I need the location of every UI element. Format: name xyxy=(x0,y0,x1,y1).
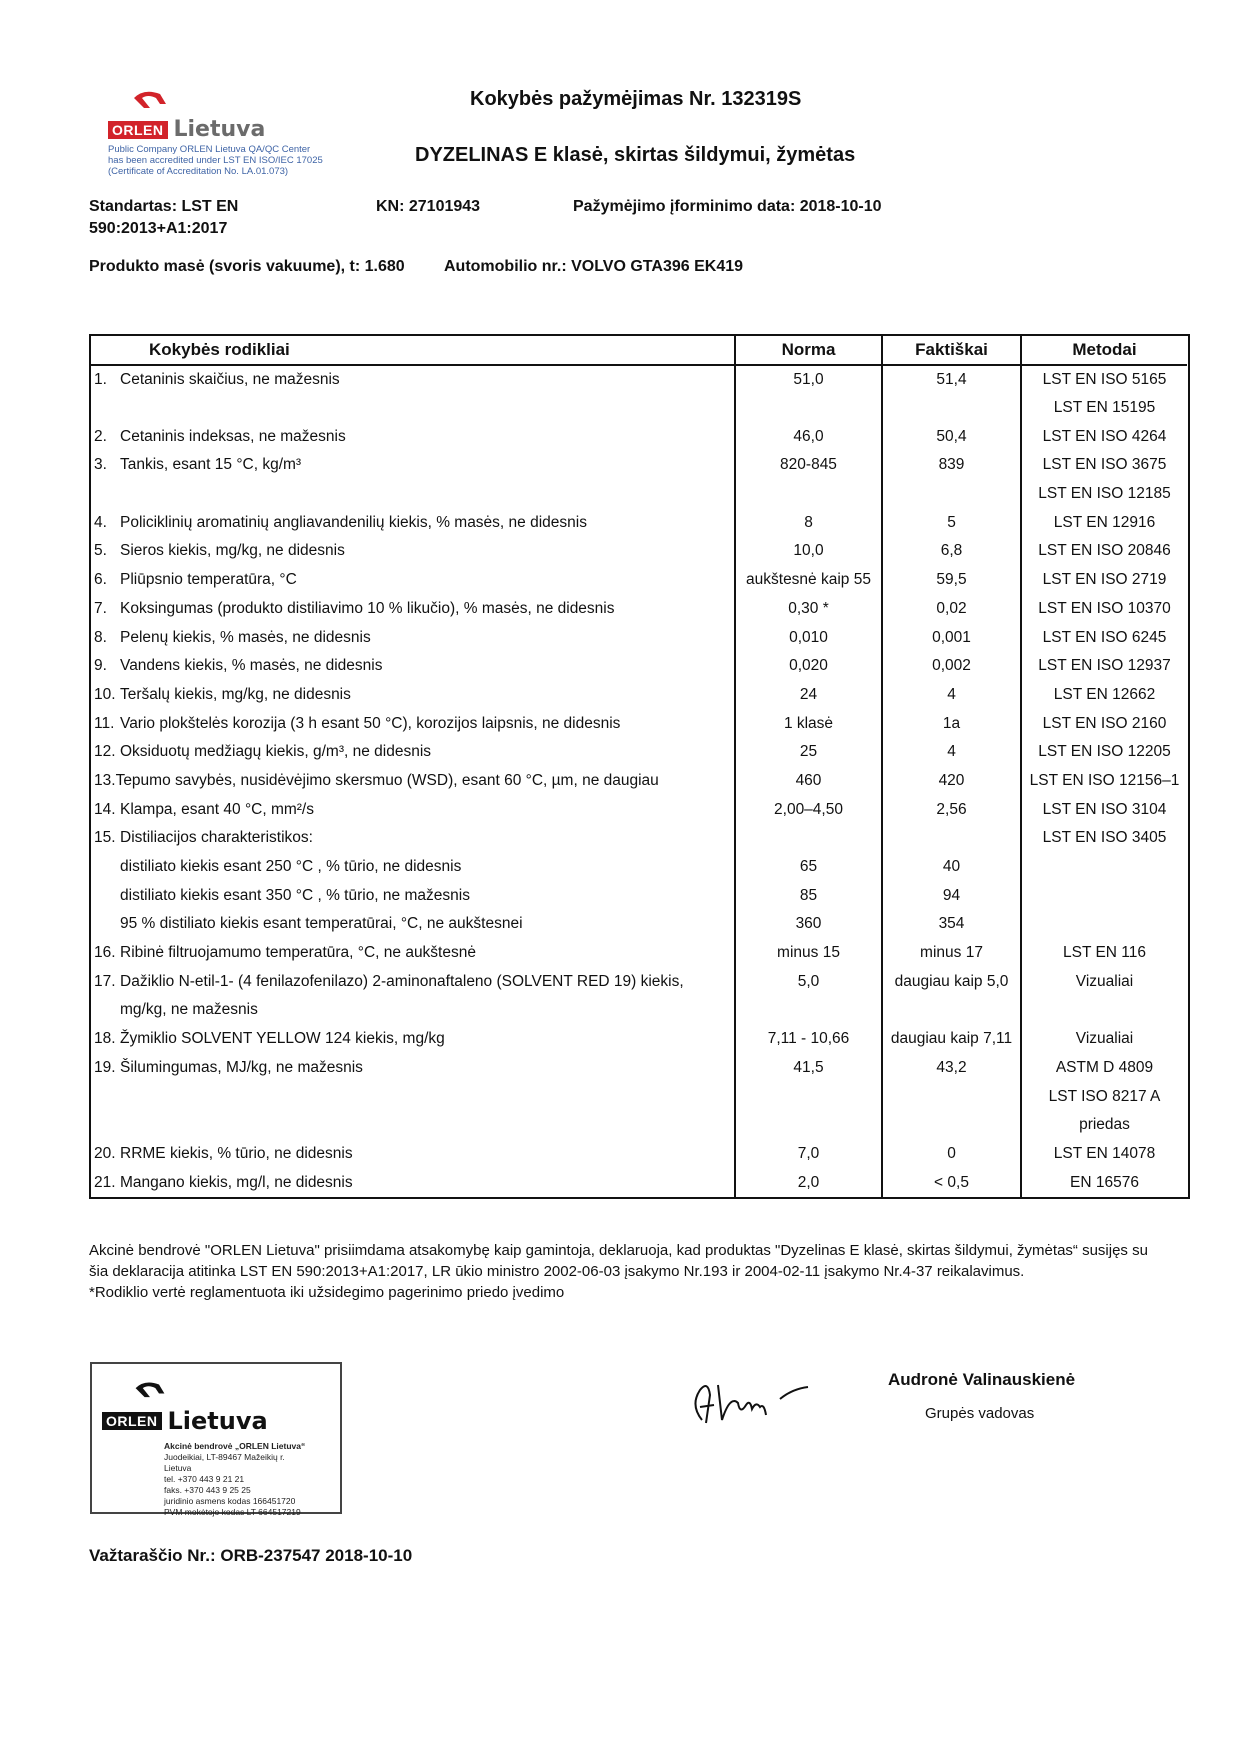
indicator-cell: 18. Žymiklio SOLVENT YELLOW 124 kiekis, mg/kg xyxy=(91,1025,735,1054)
indicator-cell: 15. Distiliacijos charakteristikos: xyxy=(91,824,735,853)
indicator-cell: 20. RRME kiekis, % tūrio, ne didesnis xyxy=(91,1140,735,1169)
method-cell: LST EN ISO 20846 xyxy=(1038,542,1171,560)
actual-cell: 50,4 xyxy=(882,422,1021,451)
actual-cell: 0 xyxy=(882,1140,1021,1169)
indicator-cell: 14. Klampa, esant 40 °C, mm²/s xyxy=(91,795,735,824)
indicator-cell: mg/kg, ne mažesnis xyxy=(91,996,735,1025)
company-stamp: ORLEN Lietuva Akcinė bendrovė „ORLEN Lietuva“ Juodeikiai, LT-89467 Mažeikių r. Lietuva tel. +370 443 9 21 21 faks. +370 443 9 25 25 juridinio asmens kodas 166451720 PVM mokėtojo kodas LT 664517219 xyxy=(90,1362,342,1514)
header-indicators: Kokybės rodikliai xyxy=(91,336,735,365)
table-row xyxy=(91,595,1187,624)
method-cell: LST EN ISO 10370 xyxy=(1038,599,1171,617)
norma-cell: 85 xyxy=(735,881,882,910)
brand-word: Lietuva xyxy=(173,117,266,142)
table-row xyxy=(91,652,1187,681)
table-header-row xyxy=(91,336,1187,365)
actual-cell: 94 xyxy=(882,881,1021,910)
indicator-cell xyxy=(91,1111,735,1140)
quality-table xyxy=(89,334,1190,1199)
indicator-cell: 7. Koksingumas (produkto distiliavimo 10 % likučio), % masės, ne didesnis xyxy=(91,595,735,624)
header-actual: Faktiškai xyxy=(882,336,1021,365)
norma-cell: 41,5 xyxy=(735,1054,882,1083)
actual-cell: 6,8 xyxy=(882,537,1021,566)
table-row xyxy=(91,451,1187,480)
method-cell xyxy=(1021,996,1187,1025)
actual-cell: 354 xyxy=(882,910,1021,939)
method-cell xyxy=(1021,910,1187,939)
method-cell: LST EN ISO 2160 xyxy=(1042,714,1167,732)
actual-cell: 2,56 xyxy=(882,795,1021,824)
table-row xyxy=(91,1111,1187,1140)
norma-cell: 2,0 xyxy=(735,1168,882,1197)
norma-cell: 7,0 xyxy=(735,1140,882,1169)
actual-cell xyxy=(882,1082,1021,1111)
table-row xyxy=(91,967,1187,996)
indicator-cell: 5. Sieros kiekis, mg/kg, ne didesnis xyxy=(91,537,735,566)
issue-date-field: Pažymėjimo įforminimo data: 2018-10-10 xyxy=(573,198,882,215)
accreditation-text: Public Company ORLEN Lietuva QA/QC Center has been accredited under LST EN ISO/IEC 17025 (Certificate of Accreditation No. LA.01.073) xyxy=(108,144,323,177)
declaration-text: Akcinė bendrovė "ORLEN Lietuva" prisiimdama atsakomybę kaip gamintoja, deklaruoja, kad produktas "Dyzelinas E klasė, skirtas šildymui, žymėtas“ susijęs su šia deklaracija atitinka LST EN 590:2013+A1:2017, LR ūkio ministro 2002-06-03 įsakymo Nr.193 ir 2004-02-11 įsakymo Nr.4-37 reikalavimus. *Rodiklio vertė reglamentuota iki užsidegimo pagerinimo priedo įvedimo xyxy=(89,1240,1189,1303)
product-title: DYZELINAS E klasė, skirtas šildymui, žymėtas xyxy=(415,144,856,166)
norma-cell xyxy=(735,1111,882,1140)
header-norma: Norma xyxy=(735,336,882,365)
actual-cell: 51,4 xyxy=(882,365,1021,394)
method-cell: LST ISO 8217 A xyxy=(1048,1087,1161,1105)
method-cell: Vizualiai xyxy=(1075,972,1134,990)
indicator-cell: 6. Pliūpsnio temperatūra, °C xyxy=(91,566,735,595)
table-row xyxy=(91,681,1187,710)
stamp-address: Akcinė bendrovė „ORLEN Lietuva“ Juodeikiai, LT-89467 Mažeikių r. Lietuva tel. +370 443 9 21 21 faks. +370 443 9 25 25 juridinio asmens kodas 166451720 PVM mokėtojo kodas LT 664517219 xyxy=(164,1441,306,1517)
norma-cell: 0,020 xyxy=(735,652,882,681)
norma-cell: 0,010 xyxy=(735,623,882,652)
waybill-number: Važtaraščio Nr.: ORB-237547 2018-10-10 xyxy=(89,1546,413,1565)
norma-cell xyxy=(735,480,882,509)
method-cell: LST EN 15195 xyxy=(1053,399,1156,417)
table-row xyxy=(91,623,1187,652)
table-row xyxy=(91,767,1187,796)
norma-cell: 8 xyxy=(735,508,882,537)
actual-cell: 5 xyxy=(882,508,1021,537)
orlen-eagle-icon xyxy=(132,1378,330,1405)
actual-cell: 0,02 xyxy=(882,595,1021,624)
actual-cell: < 0,5 xyxy=(882,1168,1021,1197)
table-row xyxy=(91,1082,1187,1111)
actual-cell xyxy=(882,480,1021,509)
method-cell: LST EN ISO 3675 xyxy=(1042,456,1167,474)
norma-cell: 25 xyxy=(735,738,882,767)
indicator-cell: 21. Mangano kiekis, mg/l, ne didesnis xyxy=(91,1168,735,1197)
actual-cell xyxy=(882,1111,1021,1140)
method-cell: LST EN ISO 4264 xyxy=(1042,427,1167,445)
method-cell: priedas xyxy=(1079,1116,1130,1134)
norma-cell: 5,0 xyxy=(735,967,882,996)
norma-cell xyxy=(735,824,882,853)
indicator-cell: 13.Tepumo savybės, nusidėvėjimo skersmuo (WSD), esant 60 °C, µm, ne daugiau xyxy=(91,767,735,796)
header-methods: Metodai xyxy=(1021,336,1187,365)
indicator-cell xyxy=(91,394,735,423)
signature-image xyxy=(680,1365,830,1440)
method-cell: LST EN ISO 3104 xyxy=(1042,800,1167,818)
actual-cell: 839 xyxy=(882,451,1021,480)
indicator-cell: 2. Cetaninis indeksas, ne mažesnis xyxy=(91,422,735,451)
table-row xyxy=(91,566,1187,595)
table-row xyxy=(91,1025,1187,1054)
method-cell: LST EN 12662 xyxy=(1053,685,1156,703)
table-row xyxy=(91,738,1187,767)
indicator-cell: 1. Cetaninis skaičius, ne mažesnis xyxy=(91,365,735,394)
norma-cell: aukštesnė kaip 55 xyxy=(735,566,882,595)
signer-role: Grupės vadovas xyxy=(925,1405,1035,1422)
method-cell: LST EN ISO 12205 xyxy=(1038,743,1171,761)
table-row xyxy=(91,824,1187,853)
method-cell: LST EN 14078 xyxy=(1053,1144,1156,1162)
norma-cell: 46,0 xyxy=(735,422,882,451)
norma-cell: 7,11 - 10,66 xyxy=(735,1025,882,1054)
actual-cell: 43,2 xyxy=(882,1054,1021,1083)
norma-cell: 2,00–4,50 xyxy=(735,795,882,824)
method-cell: LST EN ISO 2719 xyxy=(1042,571,1167,589)
actual-cell: daugiau kaip 5,0 xyxy=(882,967,1021,996)
method-cell: Vizualiai xyxy=(1075,1030,1134,1048)
method-cell: LST EN ISO 6245 xyxy=(1042,628,1167,646)
product-mass-field: Produkto masė (svoris vakuume), t: 1.680 xyxy=(89,258,405,275)
table-row xyxy=(91,709,1187,738)
orlen-brand-box: ORLEN xyxy=(108,121,168,139)
table-row xyxy=(91,1140,1187,1169)
vehicle-field: Automobilio nr.: VOLVO GTA396 EK419 xyxy=(444,258,744,275)
indicator-cell: 11. Vario plokštelės korozija (3 h esant 50 °C), korozijos laipsnis, ne didesnis xyxy=(91,709,735,738)
method-cell: LST EN ISO 12156–1 xyxy=(1029,771,1180,789)
method-cell: LST EN ISO 5165 xyxy=(1042,370,1167,388)
actual-cell: 1a xyxy=(882,709,1021,738)
table-row xyxy=(91,537,1187,566)
norma-cell xyxy=(735,1082,882,1111)
table-row xyxy=(91,365,1187,394)
table-row xyxy=(91,394,1187,423)
standard-field: Standartas: LST EN 590:2013+A1:2017 xyxy=(89,198,239,237)
indicator-cell: 9. Vandens kiekis, % masės, ne didesnis xyxy=(91,652,735,681)
norma-cell: 65 xyxy=(735,853,882,882)
method-cell: EN 16576 xyxy=(1070,1173,1139,1191)
norma-cell xyxy=(735,394,882,423)
norma-cell: 0,30 * xyxy=(735,595,882,624)
norma-cell: minus 15 xyxy=(735,939,882,968)
norma-cell: 1 klasė xyxy=(735,709,882,738)
actual-cell: 4 xyxy=(882,681,1021,710)
method-cell xyxy=(1021,881,1187,910)
method-cell: ASTM D 4809 xyxy=(1055,1058,1154,1076)
actual-cell: 4 xyxy=(882,738,1021,767)
table-row xyxy=(91,910,1187,939)
norma-cell: 820-845 xyxy=(735,451,882,480)
method-cell: LST EN ISO 3405 xyxy=(1042,829,1167,847)
certificate-title: Kokybės pažymėjimas Nr. 132319S xyxy=(470,88,802,110)
method-cell: LST EN ISO 12937 xyxy=(1038,657,1171,675)
table-row xyxy=(91,480,1187,509)
signer-name: Audronė Valinauskienė xyxy=(888,1370,1076,1389)
indicator-cell: distiliato kiekis esant 350 °C , % tūrio, ne mažesnis xyxy=(91,881,735,910)
norma-cell: 360 xyxy=(735,910,882,939)
norma-cell: 24 xyxy=(735,681,882,710)
table-row xyxy=(91,795,1187,824)
indicator-cell: 95 % distiliato kiekis esant temperatūrai, °C, ne aukštesnei xyxy=(91,910,735,939)
method-cell: LST EN ISO 12185 xyxy=(1038,485,1171,503)
table-row xyxy=(91,881,1187,910)
norma-cell: 10,0 xyxy=(735,537,882,566)
indicator-cell: 3. Tankis, esant 15 °C, kg/m³ xyxy=(91,451,735,480)
indicator-cell: distiliato kiekis esant 250 °C , % tūrio, ne didesnis xyxy=(91,853,735,882)
actual-cell: 59,5 xyxy=(882,566,1021,595)
table-row xyxy=(91,939,1187,968)
norma-cell: 460 xyxy=(735,767,882,796)
actual-cell: daugiau kaip 7,11 xyxy=(882,1025,1021,1054)
indicator-cell xyxy=(91,1082,735,1111)
indicator-cell: 17. Dažiklio N-etil-1- (4 fenilazofenilazo) 2-aminonaftaleno (SOLVENT RED 19) kiekis, xyxy=(91,967,735,996)
table-row xyxy=(91,508,1187,537)
actual-cell: minus 17 xyxy=(882,939,1021,968)
actual-cell xyxy=(882,394,1021,423)
kn-field: KN: 27101943 xyxy=(376,198,481,215)
actual-cell: 0,002 xyxy=(882,652,1021,681)
indicator-cell: 8. Pelenų kiekis, % masės, ne didesnis xyxy=(91,623,735,652)
indicator-cell: 19. Šilumingumas, MJ/kg, ne mažesnis xyxy=(91,1054,735,1083)
actual-cell xyxy=(882,996,1021,1025)
table-row xyxy=(91,1054,1187,1083)
actual-cell: 420 xyxy=(882,767,1021,796)
orlen-logo-header xyxy=(108,88,398,177)
table-row xyxy=(91,1168,1187,1197)
table-row xyxy=(91,853,1187,882)
footnote: *Rodiklio vertė reglamentuota iki užsidegimo pagerinimo priedo įvedimo xyxy=(89,1284,565,1301)
actual-cell: 40 xyxy=(882,853,1021,882)
norma-cell xyxy=(735,996,882,1025)
norma-cell: 51,0 xyxy=(735,365,882,394)
indicator-cell: 16. Ribinė filtruojamumo temperatūra, °C, ne aukštesnė xyxy=(91,939,735,968)
orlen-eagle-icon xyxy=(130,88,398,115)
table-row xyxy=(91,422,1187,451)
actual-cell xyxy=(882,824,1021,853)
table-row xyxy=(91,996,1187,1025)
indicator-cell: 4. Policiklinių aromatinių angliavandenilių kiekis, % masės, ne didesnis xyxy=(91,508,735,537)
method-cell xyxy=(1021,853,1187,882)
indicator-cell xyxy=(91,480,735,509)
method-cell: LST EN 116 xyxy=(1062,944,1146,962)
method-cell: LST EN 12916 xyxy=(1053,513,1156,531)
indicator-cell: 10. Teršalų kiekis, mg/kg, ne didesnis xyxy=(91,681,735,710)
indicator-cell: 12. Oksiduotų medžiagų kiekis, g/m³, ne didesnis xyxy=(91,738,735,767)
actual-cell: 0,001 xyxy=(882,623,1021,652)
